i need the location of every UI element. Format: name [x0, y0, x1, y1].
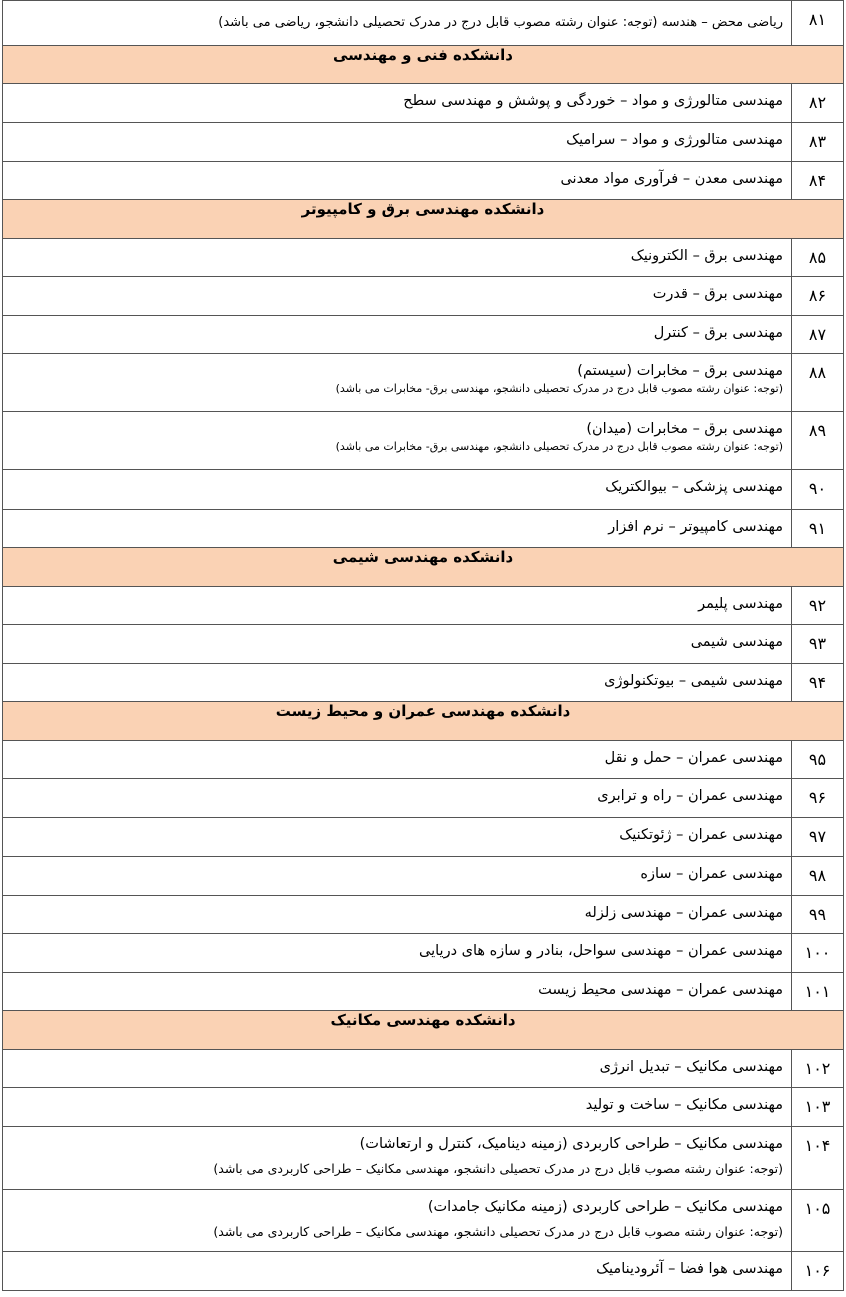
table-row: [3, 587, 844, 625]
major-cell: [3, 1, 792, 46]
major-title: مهندسی پزشکی – بیوالکتریک: [605, 479, 783, 495]
table-row: [3, 1, 844, 46]
row-number: ۹۷: [792, 818, 844, 857]
faculty-header-row: [3, 702, 844, 741]
row-number: ۹۶: [792, 779, 844, 818]
table-row: [3, 1190, 844, 1252]
row-number: ۸۶: [792, 277, 844, 316]
major-cell: [3, 470, 792, 510]
major-title: مهندسی عمران – سازه: [640, 866, 783, 882]
major-title: مهندسی متالورژی و مواد – خوردگی و پوشش و مهندسی سطح: [403, 93, 783, 109]
major-title: مهندسی عمران – مهندسی محیط زیست: [538, 982, 783, 998]
major-title: مهندسی عمران – ژئوتکنیک: [619, 827, 783, 843]
major-title: مهندسی مکانیک – طراحی کاربردی (زمینه مکانیک جامدات): [427, 1199, 783, 1215]
row-number: ۸۳: [792, 123, 844, 162]
row-number: ۹۵: [792, 741, 844, 779]
row-number: ۱۰۴: [792, 1127, 844, 1190]
table-row: [3, 1088, 844, 1127]
major-cell: [3, 625, 792, 664]
row-number: ۹۰: [792, 470, 844, 510]
table-row: [3, 510, 844, 548]
faculty-header-row: [3, 548, 844, 587]
major-cell: [3, 664, 792, 702]
major-title: مهندسی عمران – مهندسی سواحل، بنادر و سازه های دریایی: [419, 943, 783, 959]
table-row: [3, 162, 844, 200]
major-cell: [3, 1050, 792, 1088]
major-title: مهندسی مکانیک – تبدیل انرژی: [599, 1059, 783, 1075]
row-number: ۸۵: [792, 239, 844, 277]
major-cell: [3, 896, 792, 934]
major-title: مهندسی شیمی: [690, 634, 783, 650]
faculty-title: دانشکده فنی و مهندسی: [3, 46, 844, 84]
row-number: ۸۲: [792, 84, 844, 123]
major-title: مهندسی عمران – حمل و نقل: [604, 750, 783, 766]
row-number: ۱۰۳: [792, 1088, 844, 1127]
table-row: [3, 1127, 844, 1190]
table-row: [3, 741, 844, 779]
row-number: ۹۱: [792, 510, 844, 548]
major-title: مهندسی مکانیک – ساخت و تولید: [585, 1097, 783, 1113]
major-cell: [3, 162, 792, 200]
major-cell: [3, 510, 792, 548]
table-row: [3, 779, 844, 818]
major-title: ریاضی محض – هندسه (توجه: عنوان رشته مصوب قابل درج در مدرک تحصیلی دانشجو، ریاضی می باشد): [218, 15, 783, 30]
major-title: مهندسی مکانیک – طراحی کاربردی (زمینه دینامیک، کنترل و ارتعاشات): [359, 1136, 783, 1152]
major-cell: [3, 354, 792, 412]
table-row: [3, 239, 844, 277]
major-cell: [3, 779, 792, 818]
major-title: مهندسی برق – مخابرات (سیستم): [577, 363, 783, 379]
table-row: [3, 857, 844, 896]
major-title: مهندسی برق – قدرت: [652, 286, 783, 302]
table-row: [3, 896, 844, 934]
row-number: ۱۰۵: [792, 1190, 844, 1252]
row-number: ۸۸: [792, 354, 844, 412]
major-cell: [3, 84, 792, 123]
row-number: ۸۷: [792, 316, 844, 354]
table-row: [3, 934, 844, 973]
row-number: ۸۹: [792, 412, 844, 470]
row-number: ۸۴: [792, 162, 844, 200]
major-title: مهندسی برق – الکترونیک: [630, 248, 783, 264]
table-row: [3, 1050, 844, 1088]
row-number: ۹۴: [792, 664, 844, 702]
major-note: (توجه: عنوان رشته مصوب قابل درج در مدرک تحصیلی دانشجو، مهندسی مکانیک – طراحی کاربردی می باشد): [213, 1161, 783, 1176]
table-row: [3, 123, 844, 162]
major-cell: [3, 1252, 792, 1291]
row-number: ۱۰۶: [792, 1252, 844, 1291]
table-row: [3, 277, 844, 316]
table-row: [3, 412, 844, 470]
major-cell: [3, 316, 792, 354]
major-title: مهندسی پلیمر: [698, 596, 783, 612]
major-cell: [3, 818, 792, 857]
row-number: ۸۱: [792, 1, 844, 46]
major-cell: [3, 1190, 792, 1252]
major-cell: [3, 741, 792, 779]
major-cell: [3, 857, 792, 896]
table-row: [3, 84, 844, 123]
major-title: مهندسی عمران – مهندسی زلزله: [584, 905, 783, 921]
table-row: [3, 470, 844, 510]
major-cell: [3, 1088, 792, 1127]
row-number: ۱۰۲: [792, 1050, 844, 1088]
faculty-title: دانشکده مهندسی عمران و محیط زیست: [3, 702, 844, 741]
row-number: ۱۰۱: [792, 973, 844, 1011]
major-cell: [3, 1127, 792, 1190]
table-row: [3, 625, 844, 664]
faculty-header-row: [3, 200, 844, 239]
major-note: (توجه: عنوان رشته مصوب قابل درج در مدرک تحصیلی دانشجو، مهندسی مکانیک – طراحی کاربردی می باشد): [213, 1224, 783, 1239]
table-row: [3, 316, 844, 354]
major-title: مهندسی هوا فضا – آئرودینامیک: [596, 1261, 783, 1277]
major-title: مهندسی کامپیوتر – نرم افزار: [608, 519, 783, 535]
major-title: مهندسی برق – کنترل: [653, 325, 783, 341]
major-note: (توجه: عنوان رشته مصوب قابل درج در مدرک تحصیلی دانشجو، مهندسی برق- مخابرات می باشد): [335, 440, 783, 453]
faculty-header-row: [3, 46, 844, 84]
row-number: ۹۹: [792, 896, 844, 934]
major-cell: [3, 239, 792, 277]
major-cell: [3, 973, 792, 1011]
major-title: مهندسی متالورژی و مواد – سرامیک: [566, 132, 783, 148]
row-number: ۹۳: [792, 625, 844, 664]
major-title: مهندسی شیمی – بیوتکنولوژی: [604, 673, 783, 689]
faculty-header-row: [3, 1011, 844, 1050]
major-cell: [3, 934, 792, 973]
table-row: [3, 818, 844, 857]
major-note: (توجه: عنوان رشته مصوب قابل درج در مدرک تحصیلی دانشجو، مهندسی برق- مخابرات می باشد): [335, 382, 783, 395]
major-cell: [3, 277, 792, 316]
major-title: مهندسی برق – مخابرات (میدان): [586, 421, 783, 437]
majors-table: [2, 0, 844, 1291]
major-cell: [3, 587, 792, 625]
faculty-title: دانشکده مهندسی شیمی: [3, 548, 844, 587]
table-row: [3, 973, 844, 1011]
major-title: مهندسی عمران – راه و ترابری: [597, 788, 783, 804]
major-cell: [3, 412, 792, 470]
row-number: ۹۲: [792, 587, 844, 625]
table-row: [3, 354, 844, 412]
row-number: ۱۰۰: [792, 934, 844, 973]
major-cell: [3, 123, 792, 162]
major-title: مهندسی معدن – فرآوری مواد معدنی: [560, 171, 783, 187]
table-row: [3, 1252, 844, 1291]
faculty-title: دانشکده مهندسی برق و کامپیوتر: [3, 200, 844, 239]
faculty-title: دانشکده مهندسی مکانیک: [3, 1011, 844, 1050]
table-row: [3, 664, 844, 702]
row-number: ۹۸: [792, 857, 844, 896]
